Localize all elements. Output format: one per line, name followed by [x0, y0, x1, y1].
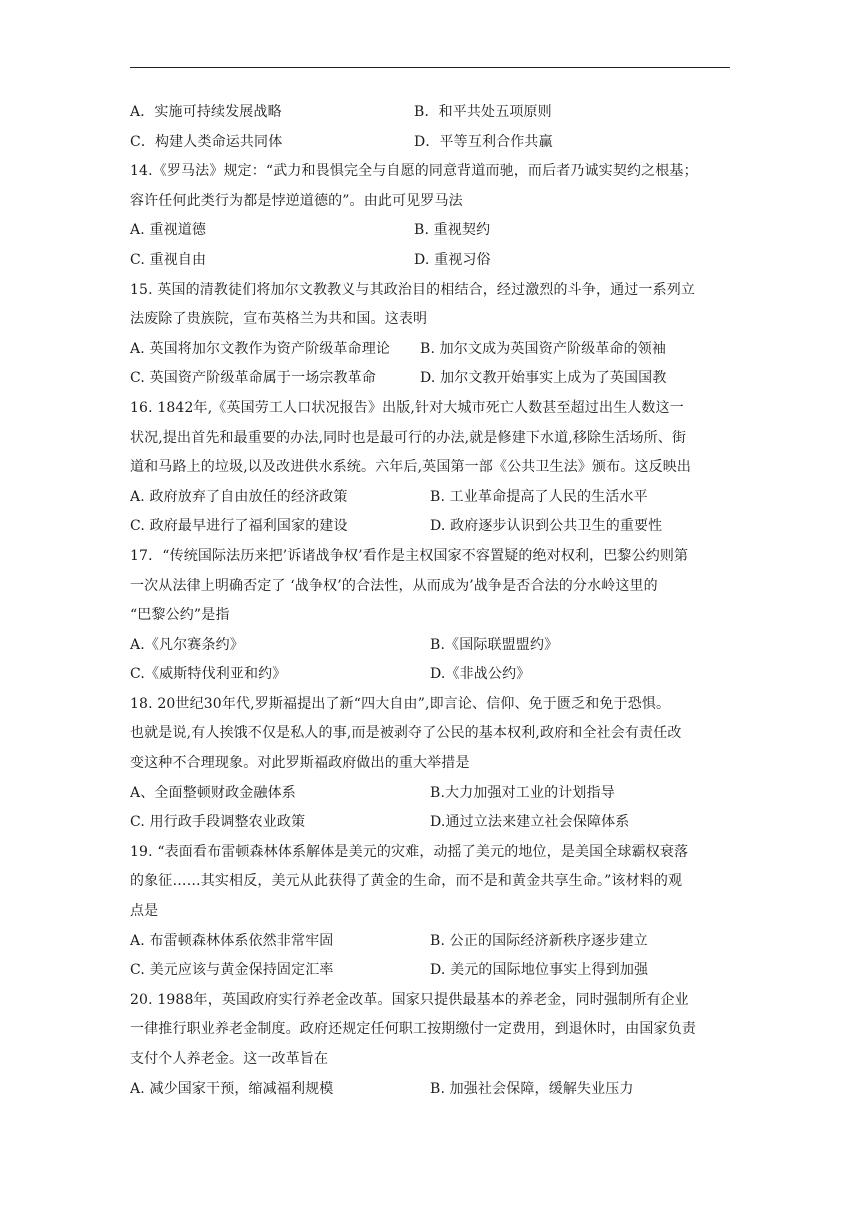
q20-stem-line-3: 支付个人养老金。这一改革旨在	[130, 1051, 329, 1067]
q17-options-row-2	[130, 660, 730, 690]
q16-option-a[interactable]: A. 政府放弃了自由放任的经济政策	[130, 488, 348, 505]
q14-option-b[interactable]: B. 重视契约	[414, 222, 491, 239]
q17-option-c[interactable]: C.《威斯特伐利亚和约》	[130, 666, 287, 683]
q19-option-c[interactable]: C. 美元应该与黄金保持固定汇率	[130, 962, 334, 979]
q14-stem-line-2: 容许任何此类行为都是悖逆道德的”。由此可见罗马法	[130, 192, 463, 209]
q17-stem-line-3: “巴黎公约”是指	[130, 607, 230, 624]
q18-option-a[interactable]: A、全面整顿财政金融体系	[130, 784, 296, 801]
q13-options-row-2	[130, 128, 730, 158]
q15-stem-line-1: 15. 英国的清教徒们将加尔文教教义与其政治目的相结合，经过激烈的斗争，通过一系列立	[130, 281, 696, 298]
q17-options-row-1	[130, 631, 730, 661]
q15-option-c[interactable]: C. 英国资产阶级革命属于一场宗教革命	[130, 370, 376, 387]
q20-options-row-1	[130, 1075, 730, 1105]
q16-option-c[interactable]: C. 政府最早进行了福利国家的建设	[130, 518, 348, 535]
q13-options-row-1	[130, 98, 730, 128]
q19-option-b[interactable]: B. 公正的国际经济新秩序逐步建立	[430, 932, 648, 949]
q16-stem-line-3: 道和马路上的垃圾,以及改进供水系统。六年后,英国第一部《公共卫生法》颁布。这反映出	[130, 459, 692, 476]
q20-stem-line-2: 一律推行职业养老金制度。政府还规定任何职工按期缴付一定费用，到退休时，由国家负责	[130, 1021, 696, 1038]
q18-options-row-1	[130, 779, 730, 809]
q14-options-row-1	[130, 216, 730, 246]
q19-stem-line-1: 19. “表面看布雷顿森林体系解体是美元的灾难，动摇了美元的地位，是美国全球霸权衰落	[130, 843, 689, 860]
q20-option-a[interactable]: A. 减少国家干预，缩减福利规模	[130, 1080, 334, 1097]
q17-stem-line-1: 17．“传统国际法历来把’诉诸战争权’看作是主权国家不容置疑的绝对权利，巴黎公约则第	[130, 547, 689, 564]
q13-option-a[interactable]: A．实施可持续发展战略	[130, 104, 282, 120]
q19-options-row-2	[130, 956, 730, 986]
q15-options-row-2	[130, 364, 730, 394]
q17-option-d[interactable]: D.《非战公约》	[430, 666, 531, 683]
q15-option-d[interactable]: D. 加尔文教开始事实上成为了英国国教	[420, 370, 667, 387]
q19-stem-line-3: 点是	[130, 903, 159, 920]
q19-options-row-1	[130, 927, 730, 957]
q19-stem-line-2: 的象征……其实相反，美元从此获得了黄金的生命，而不是和黄金共享生命。”该材料的观	[130, 873, 683, 890]
q16-stem-line-2: 状况,提出首先和最重要的办法,同时也是最可行的办法,就是修建下水道,移除生活场所、街	[130, 429, 687, 446]
q13-option-d[interactable]: D．平等互利合作共赢	[414, 133, 553, 150]
q14-option-a[interactable]: A. 重视道德	[130, 222, 207, 239]
exam-page	[130, 98, 730, 1104]
q18-stem-line-1: 18. 20世纪30年代,罗斯福提出了新“四大自由”,即言论、信仰、免于匮乏和免于恐惧。	[130, 695, 671, 712]
q16-option-b[interactable]: B. 工业革命提高了人民的生活水平	[430, 488, 648, 505]
q16-stem-line-1: 16. 1842年,《英国劳工人口状况报告》出版,针对大城市死亡人数甚至超过出生人数这一	[130, 399, 684, 416]
q15-option-a[interactable]: A. 英国将加尔文教作为资产阶级革命理论	[130, 340, 391, 357]
q17-option-b[interactable]: B.《国际联盟盟约》	[430, 636, 559, 653]
q14-options-row-2	[130, 246, 730, 276]
q14-stem-line-1: 14.《罗马法》规定：“武力和畏惧完全与自愿的同意背道而驰，而后者乃诚实契约之根基；	[130, 163, 698, 180]
q16-options-row-2	[130, 512, 730, 542]
q16-option-d[interactable]: D. 政府逐步认识到公共卫生的重要性	[430, 518, 663, 535]
q18-stem-line-3: 变这种不合理现象。对此罗斯福政府做出的重大举措是	[130, 755, 470, 772]
q13-option-c[interactable]: C．构建人类命运共同体	[130, 133, 283, 150]
header-rule	[130, 67, 730, 68]
q15-stem-line-2: 法废除了贵族院，宣布英格兰为共和国。这表明	[130, 311, 428, 328]
q17-stem-line-2: 一次从法律上明确否定了 ‘战争权’的合法性，从而成为’战争是否合法的分水岭这里的	[130, 577, 658, 594]
q18-option-d[interactable]: D.通过立法来建立社会保障体系	[430, 814, 630, 831]
q18-stem-line-2: 也就是说,有人挨饿不仅是私人的事,而是被剥夺了公民的基本权利,政府和全社会有责任改	[130, 725, 682, 742]
q18-option-b[interactable]: B.大力加强对工业的计划指导	[430, 784, 615, 801]
q18-options-row-2	[130, 808, 730, 838]
q19-option-a[interactable]: A. 布雷顿森林体系依然非常牢固	[130, 932, 334, 949]
q17-option-a[interactable]: A.《凡尔赛条约》	[130, 636, 244, 653]
q18-option-c[interactable]: C. 用行政手段调整农业政策	[130, 814, 306, 831]
q15-option-b[interactable]: B. 加尔文成为英国资产阶级革命的领袖	[420, 340, 667, 357]
q16-options-row-1	[130, 483, 730, 513]
q15-options-row-1	[130, 335, 730, 365]
q14-option-d[interactable]: D. 重视习俗	[414, 251, 491, 268]
q20-option-b[interactable]: B. 加强社会保障，缓解失业压力	[430, 1080, 634, 1097]
q20-stem-line-1: 20. 1988年，英国政府实行养老金改革。国家只提供最基本的养老金，同时强制所有企业	[130, 991, 689, 1008]
q13-option-b[interactable]: B．和平共处五项原则	[414, 104, 552, 120]
q19-option-d[interactable]: D. 美元的国际地位事实上得到加强	[430, 962, 649, 979]
q14-option-c[interactable]: C. 重视自由	[130, 251, 207, 268]
